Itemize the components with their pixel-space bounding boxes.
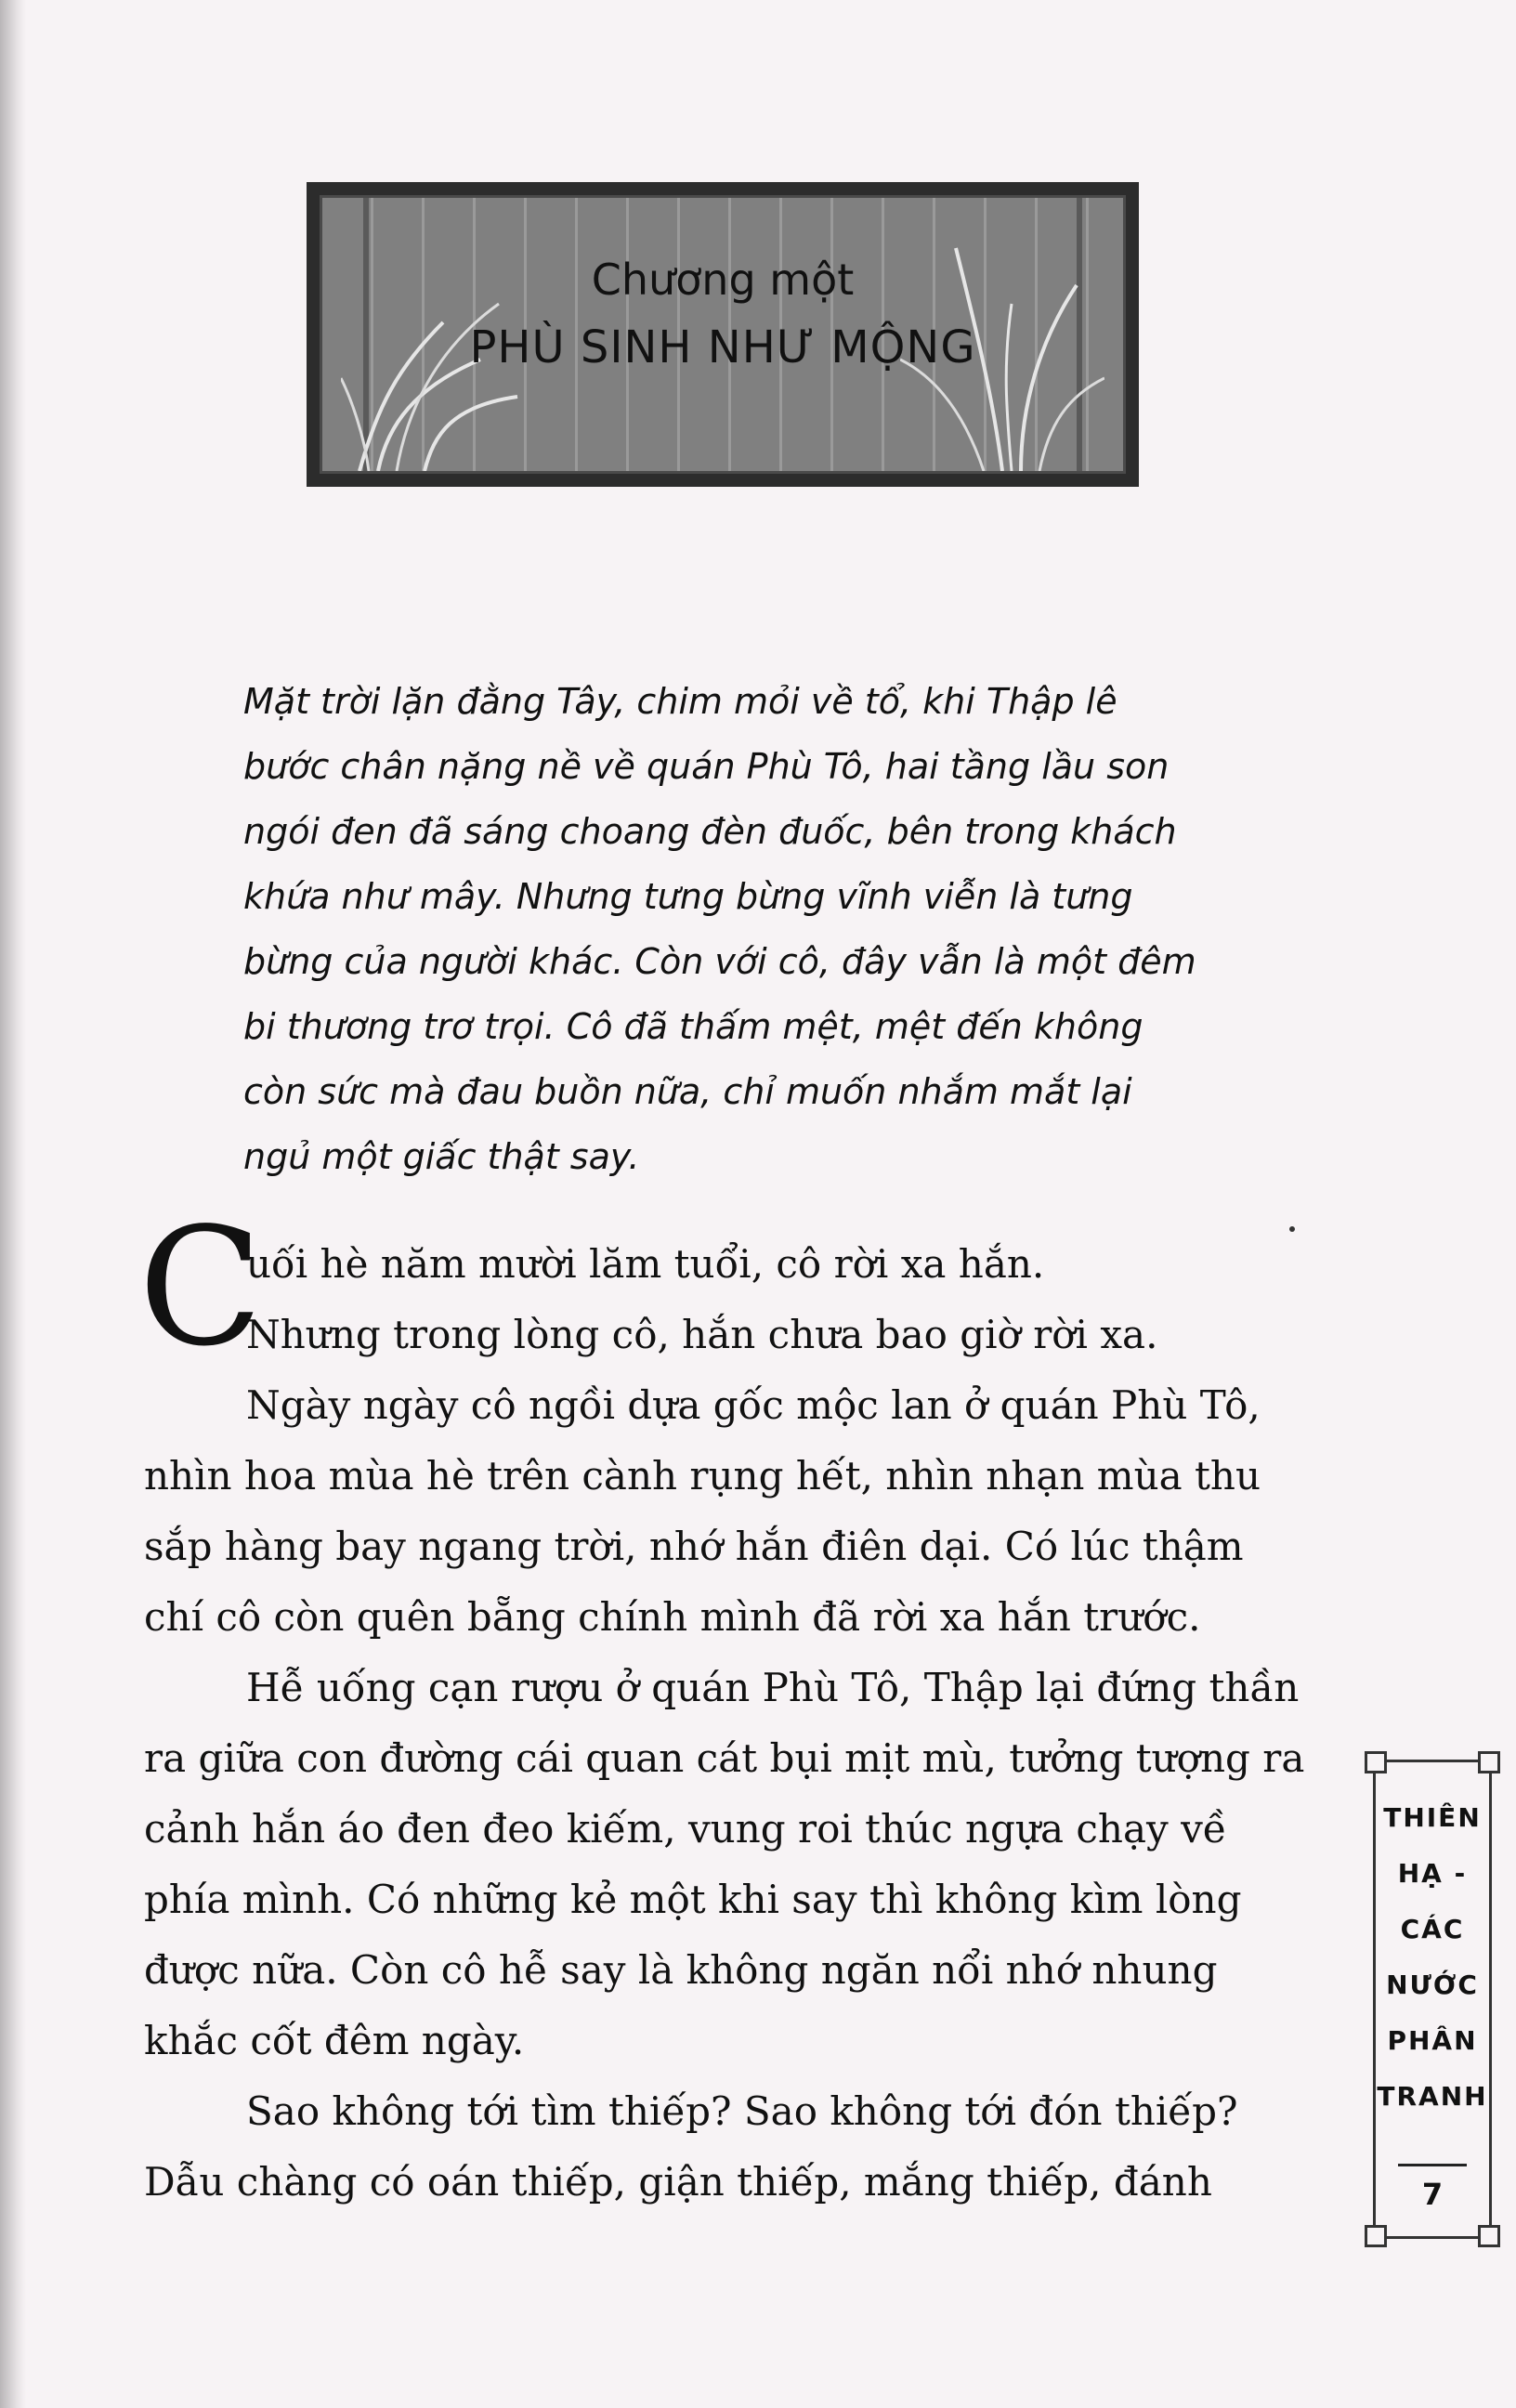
chapter-title: PHÙ SINH NHƯ MỘNG [469,321,976,373]
series-title-line: NƯỚC [1386,1970,1479,2000]
paragraph: Nhưng trong lòng cô, hắn chưa bao giờ rời xa. [246,1312,1158,1357]
tab-corner-ornament [1365,1751,1387,1773]
paragraph: Hễ uống cạn rượu ở quán Phù Tô, Thập lại đứng thần ra giữa con đường cái quan cát bụi mịt mù, tưởng tượng ra cảnh hắn áo đen đeo kiếm, vung roi thúc ngựa chạy về phía mình. Có những kẻ một khi say thì không kìm lòng được nữa. Còn cô hễ say là không ngăn nổi nhớ nhung khắc cốt đêm ngày. [144,1665,1305,2063]
epigraph [243,669,1219,1189]
epigraph-line: bừng của người khác. Còn với cô, đây vẫn là một đêm [243,941,1196,982]
first-line: uối hè năm mười lăm tuổi, cô rời xa hắn. [246,1241,1045,1287]
drop-cap: C [138,1194,263,1382]
series-title-line: CÁC [1400,1914,1465,1944]
series-title [1376,1790,1489,2125]
chapter-label: Chương một [591,255,855,305]
chapter-header [307,182,1139,487]
epigraph-line: khứa như mây. Nhưng tưng bừng vĩnh viễn là tưng [243,876,1133,917]
paragraph: Sao không tới tìm thiếp? Sao không tới đón thiếp? Dẫu chàng có oán thiếp, giận thiếp, mắng thiếp, đánh [144,2088,1238,2205]
series-title-line: PHÂN [1387,2025,1478,2056]
tab-corner-ornament [1478,2225,1500,2247]
epigraph-line: bi thương trơ trọi. Cô đã thấm mệt, mệt đến không [243,1006,1144,1047]
body-text [138,1194,1314,2218]
epigraph-line: ngủ một giấc thật say. [243,1136,640,1177]
series-title-line: TRANH [1377,2081,1488,2112]
epigraph-line: còn sức mà đau buồn nữa, chỉ muốn nhắm mắt lại [243,1071,1132,1112]
tab-divider [1398,2164,1467,2166]
epigraph-line: bước chân nặng nề về quán Phù Tô, hai tầng lầu son [243,746,1170,787]
epigraph-line: Mặt trời lặn đằng Tây, chim mỏi về tổ, khi Thập lê [243,681,1117,722]
page-number: 7 [1421,2177,1444,2212]
page-gutter-shadow [0,0,26,2408]
tab-corner-ornament [1478,1751,1500,1773]
ink-speck [1289,1226,1295,1232]
book-side-tab [1373,1760,1492,2239]
series-title-line: THIÊN [1383,1802,1482,1833]
series-title-line: HẠ - [1397,1858,1468,1889]
epigraph-line: ngói đen đã sáng choang đèn đuốc, bên trong khách [243,811,1177,852]
paragraph: Ngày ngày cô ngồi dựa gốc mộc lan ở quán Phù Tô, nhìn hoa mùa hè trên cành rụng hết, nhìn nhạn mùa thu sắp hàng bay ngang trời, nhớ hắn điên dại. Có lúc thậm chí cô còn quên bẵng chính mình đã rời xa hắn trước. [144,1382,1261,1640]
tab-corner-ornament [1365,2225,1387,2247]
